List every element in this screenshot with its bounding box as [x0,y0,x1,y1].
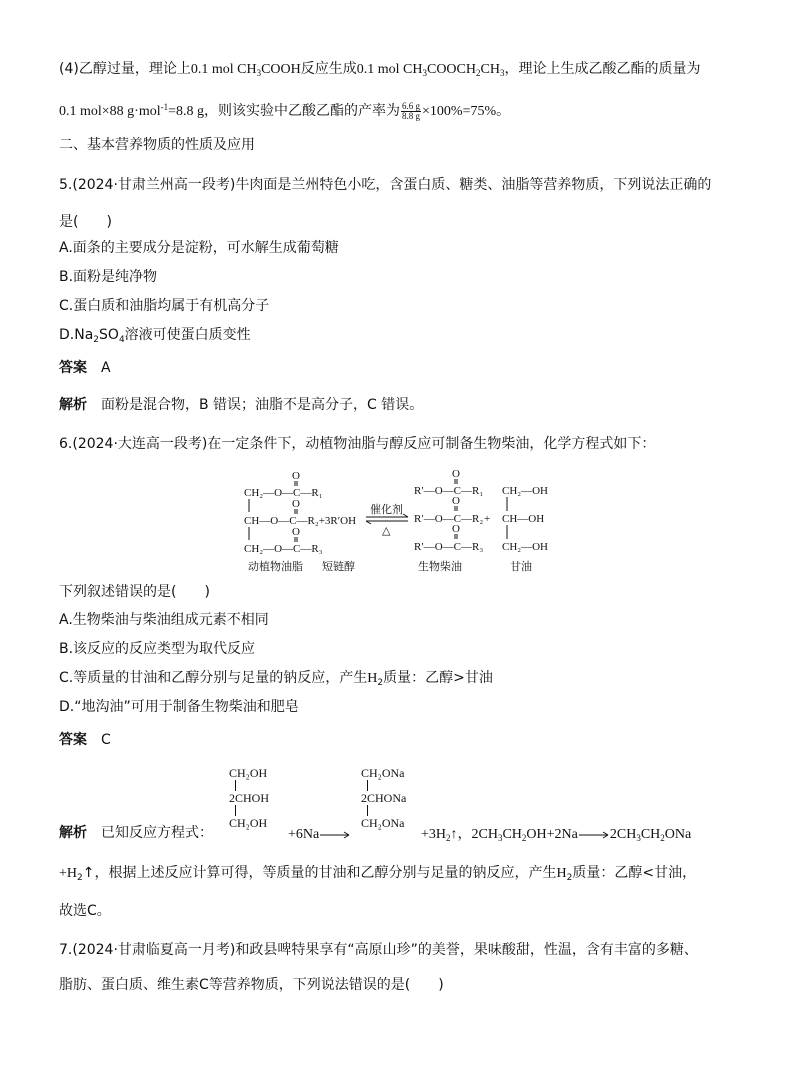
q6-option-b: B.该反应的反应类型为取代反应 [59,641,256,657]
section-heading: 二、基本营养物质的性质及应用 [59,137,255,153]
diesel-1: R′—O—C—R₁ [414,485,484,497]
q5-option-a: A.面条的主要成分是淀粉，可水解生成葡萄糖 [59,240,339,256]
q5-option-c: C.蛋白质和油脂均属于有机高分子 [59,298,270,314]
label-alcohol: 短链醇 [322,560,355,573]
answer-value: C [101,732,111,748]
q5-stem-2: 是( ) [59,214,112,230]
q6-question: 下列叙述错误的是( ) [59,584,210,600]
q5-stem-1: 5.(2024·甘肃兰州高一段考)牛肉面是兰州特色小吃，含蛋白质、糖类、油脂等营养物质，下列说法正确的 [59,177,712,193]
answer-label: 答案 [59,732,87,748]
glycerol-1: CH₂—OH [502,485,549,497]
label-fat: 动植物油脂 [248,560,303,573]
p4-text3: ，理论上生成乙酸乙酯的质量为 [504,61,701,77]
label-glycerol: 甘油 [510,560,532,573]
q6-analysis-line2: $+H_2↑$，根据上述反应计算可得，等质量的甘油和乙醇分别与足量的钠反应，产生$H_2$质量：乙醇<甘油， [59,865,697,883]
q6-option-d: D.“地沟油”可用于制备生物柴油和肥皂 [59,699,299,715]
answer-value: A [101,360,111,376]
fat-chain-1: CH₂—O—C—R₁ [244,487,323,499]
glycerol-2: CH—OH [502,513,545,525]
reaction-arrow [319,830,351,840]
p4-mass: 0.1 mol×88 g·mol$^{-1}$=8.8 g [59,102,205,119]
answer-label: 答案 [59,360,87,376]
q5-answer [59,359,111,377]
carbonyl-o-3: O [292,526,300,538]
q7-stem-2: 脂肪、蛋白质、维生素C等营养物质，下列说法错误的是( ) [59,977,444,993]
q6-option-a: A.生物柴油与柴油组成元素不相同 [59,612,269,628]
carbonyl-o-2: O [292,498,300,510]
q5-analysis [59,396,423,414]
p4-formula-ester: 0.1 mol $CH_3COOCH_2CH_3$ [356,62,505,78]
p4-line2 [59,98,510,121]
fat-chain-2: CH—O—C—R₂+3R′OH [244,515,357,527]
carbonyl-o-6: O [452,523,460,535]
analysis-label: 解析 [59,825,87,841]
p4-line1 [59,60,700,82]
carbonyl-o-1: O [292,470,300,482]
reagent-na: +6Na [288,826,351,844]
heat-symbol: △ [382,524,391,537]
label-biodiesel: 生物柴油 [418,560,462,573]
reaction-arrow-2 [578,830,610,840]
q7-stem-1: 7.(2024·甘肃临夏高一月考)和政县啤特果享有“高原山珍”的美誉，果味酸甜，性温，含有丰富的多糖、 [59,942,698,958]
glycerol-3: CH₂—OH [502,541,549,553]
diesel-3: R′—O—C—R₃ [414,541,484,553]
plus-sign: + [484,513,491,525]
catalyst-label: 催化剂 [370,503,403,516]
p4-text: (4)乙醇过量，理论上 [59,61,191,77]
fat-chain-3: CH₂—O—C—R₃ [244,543,323,555]
yield-fraction: $\frac{6.6 g}{8.8 g}$ [402,100,421,121]
q6-answer [59,731,111,749]
ethanol-equation: $+3H_2↑$，$2CH_3CH_2OH+2Na$ $2CH_3CH_2ONa$ [421,827,692,843]
q6-option-c: C.等质量的甘油和乙醇分别与足量的钠反应，产生$H_2$质量：乙醇>甘油 [59,670,493,688]
carbonyl-o-4: O [452,468,460,480]
transesterification-scheme [238,466,558,578]
p4-result: ×100%=75%。 [422,104,511,119]
glycerol-structure: CH₂OH 2CHOH CH₂OH [229,766,270,830]
p4-yield-text: ，则该实验中乙酸乙酯的产率为 [204,103,401,119]
q6-analysis-line3: 故选C。 [59,903,111,919]
q5-option-b: B.面粉是纯净物 [59,269,158,285]
p4-text2: 反应生成 [300,61,357,77]
diesel-2: R′—O—C—R₂ [414,513,484,525]
carbonyl-o-5: O [452,495,460,507]
q5-option-d: $D.Na_2SO_4$溶液可使蛋白质变性 [59,327,251,345]
analysis-text: 已知反应方程式： [101,825,213,841]
q6-stem: 6.(2024·大连高一段考)在一定条件下，动植物油脂与醇反应可制备生物柴油，化学方程式如下： [59,436,656,452]
p4-formula-acetic: 0.1 mol $CH_3COOH$ [190,62,301,78]
analysis-label: 解析 [59,397,87,413]
analysis-text: 面粉是混合物，B 错误；油脂不是高分子，C 错误。 [101,397,424,413]
q6-analysis-label [59,824,213,842]
sodium-glyceroxide-structure: CH₂ONa 2CHONa CH₂ONa [361,766,407,830]
